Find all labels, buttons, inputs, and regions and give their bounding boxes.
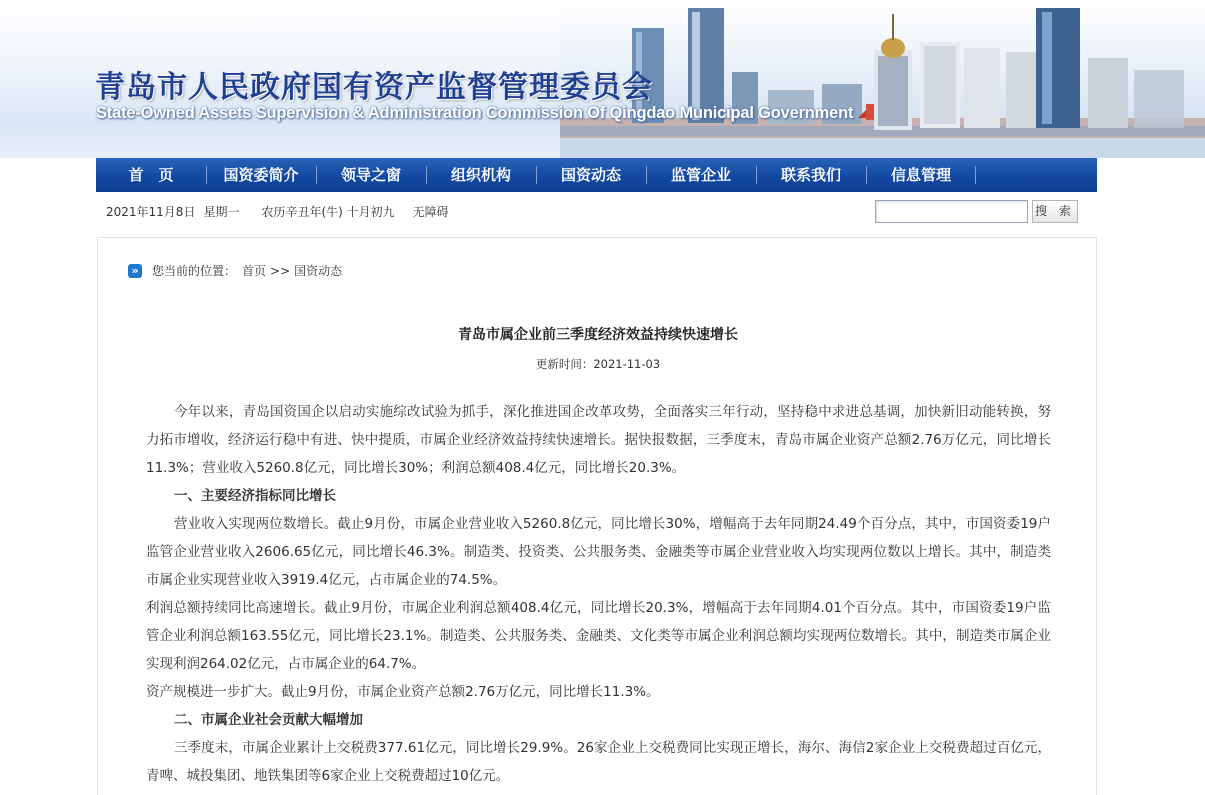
article-paragraph: 今年以来，青岛国资国企以启动实施综改试验为抓手，深化推进国企改革攻势，全面落实三年行动，坚持稳中求进总基调，加快新旧动能转换，努力拓市增收，经济运行稳中有进、快中提质，市属企业经济效益持续快速增长。据快报数据，三季度末，青岛市属企业资产总额2.76万亿元，同比增长11.3%；营业收入5260.8亿元，同比增长30%；利润总额408.4亿元，同比增长20.3%。 xyxy=(146,404,1051,476)
site-title-english: State-Owned Assets Supervision & Administration Commission Of Qingdao Municipal Government xyxy=(96,104,854,122)
article-paragraph: 营业收入实现两位数增长。截止9月份，市属企业营业收入5260.8亿元，同比增长30%，增幅高于去年同期24.49个百分点，其中，市国资委19户监管企业营业收入2606.65亿元，同比增长46.3%。制造类、投资类、公共服务类、金融类等市属企业营业收入均实现两位数以上增长。其中，制造类市属企业实现营业收入3919.4亿元，占市属企业的74.5%。 xyxy=(146,516,1051,588)
main-nav xyxy=(96,158,1097,192)
date-line xyxy=(106,203,457,220)
article-paragraph: 资产规模进一步扩大。截止9月份，市属企业资产总额2.76万亿元，同比增长11.3%。 xyxy=(146,684,660,700)
nav-item-news[interactable]: 国资动态 xyxy=(536,158,646,192)
location-icon: » xyxy=(128,264,142,278)
search-button[interactable]: 搜 索 xyxy=(1032,200,1078,223)
nav-item-home[interactable]: 首 页 xyxy=(128,166,174,184)
article-section-heading: 二、市属企业社会贡献大幅增加 xyxy=(174,712,363,728)
nav-item-info-management[interactable]: 信息管理 xyxy=(866,158,976,192)
nav-item-about[interactable]: 国资委简介 xyxy=(206,158,316,192)
article-body xyxy=(146,398,1051,790)
current-weekday: 星期一 xyxy=(203,205,240,219)
current-date: 2021年11月8日 xyxy=(106,205,196,219)
accessibility-link[interactable]: 无障碍 xyxy=(412,205,449,219)
nav-item-enterprises[interactable]: 监管企业 xyxy=(646,158,756,192)
breadcrumb-separator: >> xyxy=(270,263,291,278)
city-skyline-image xyxy=(560,0,1205,158)
content-panel xyxy=(97,237,1097,795)
info-bar xyxy=(96,192,1097,230)
site-title: 青岛市人民政府国有资产监督管理委员会 xyxy=(95,70,653,105)
article-title: 青岛市属企业前三季度经济效益持续快速增长 xyxy=(458,327,738,343)
lunar-date: 农历辛丑年(牛) 十月初九 xyxy=(261,205,395,219)
nav-item-organization[interactable]: 组织机构 xyxy=(426,158,536,192)
article-updated-time: 更新时间：2021-11-03 xyxy=(535,357,661,371)
breadcrumb-home-link[interactable]: 首页 xyxy=(242,264,267,278)
article-section-heading: 一、主要经济指标同比增长 xyxy=(174,488,336,504)
nav-item-contact[interactable]: 联系我们 xyxy=(756,158,866,192)
breadcrumb xyxy=(128,262,342,279)
breadcrumb-current-link[interactable]: 国资动态 xyxy=(294,264,343,278)
nav-item-leaders[interactable]: 领导之窗 xyxy=(316,158,426,192)
search-input[interactable] xyxy=(875,200,1028,223)
article-paragraph: 利润总额持续同比高速增长。截止9月份，市属企业利润总额408.4亿元，同比增长20.3%，增幅高于去年同期4.01个百分点。其中，市国资委19户监管企业利润总额163.55亿元，同比增长23.1%。制造类、公共服务类、金融类、文化类等市属企业利润总额均实现两位数增长。其中，制造类市属企业实现利润264.02亿元，占市属企业的64.7%。 xyxy=(146,600,1051,672)
article-paragraph: 三季度末，市属企业累计上交税费377.61亿元，同比增长29.9%。26家企业上交税费同比实现正增长，海尔、海信2家企业上交税费超过百亿元，青啤、城投集团、地铁集团等6家企业上交税费超过10亿元。 xyxy=(146,740,1051,784)
header-banner xyxy=(0,0,1205,158)
breadcrumb-prefix: 您当前的位置： xyxy=(152,264,237,278)
